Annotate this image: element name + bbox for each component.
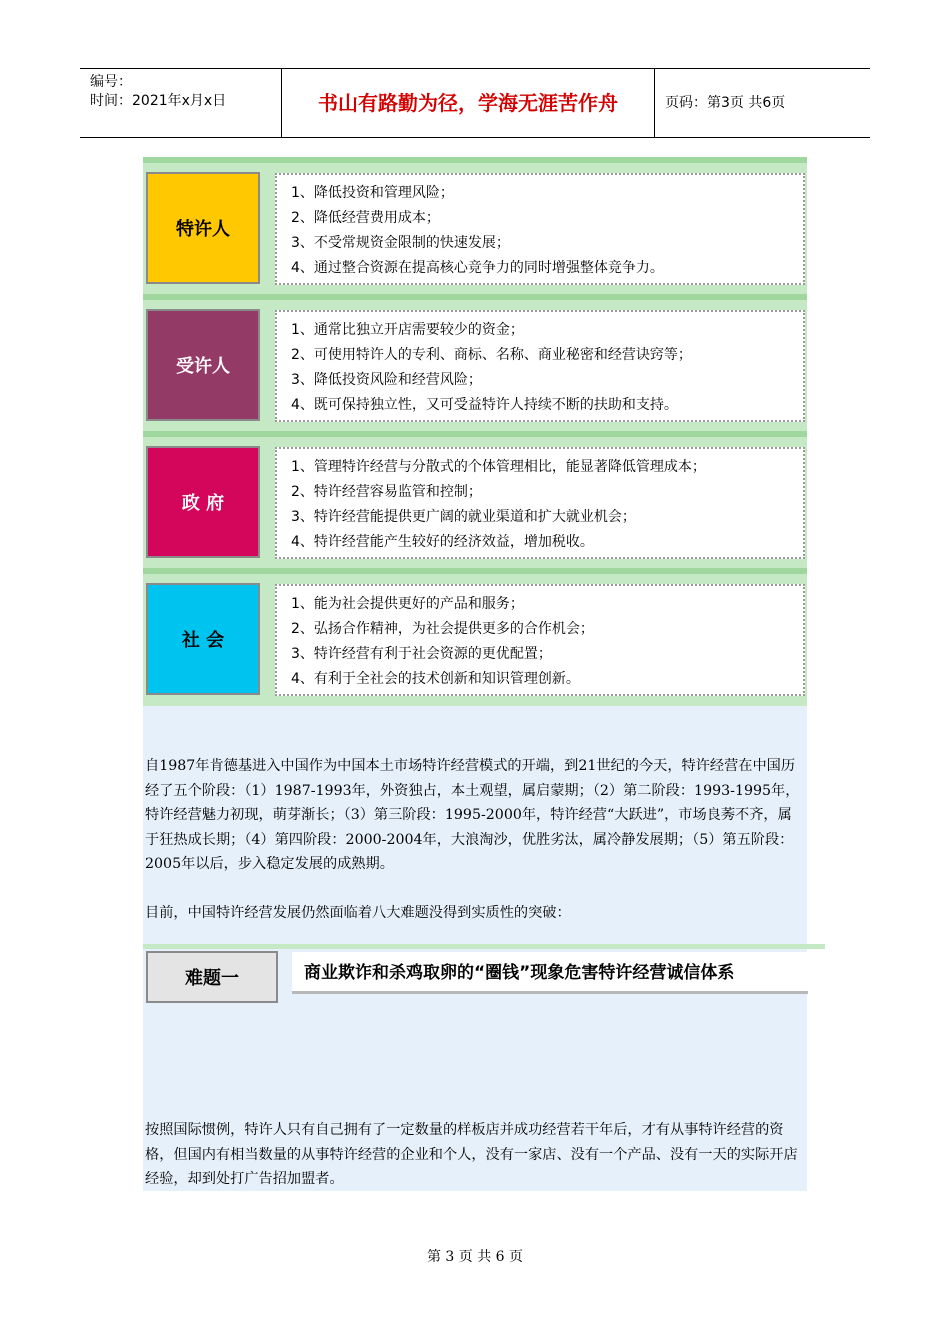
block-items bbox=[275, 173, 805, 285]
block-item: 3、特许经营有利于社会资源的更优配置； bbox=[291, 646, 552, 662]
block-item: 4、特许经营能产生较好的经济效益，增加税收。 bbox=[291, 534, 594, 550]
convention-paragraph: 按照国际惯例，特许人只有自己拥有了一定数量的样板店并成功经营若干年后，才有从事特许经营的资格，但国内有相当数量的从事特许经营的企业和个人，没有一家店、没有一个产品、没有一天的实际开店经验，却到处打广告招加盟者。 bbox=[145, 1122, 798, 1187]
history-paragraph: 自1987年肯德基进入中国作为中国本土市场特许经营模式的开端，到21世纪的今天，特许经营在中国历经了五个阶段：（1）1987-1993年，外资独占，本土观望，属启蒙期；（2）第二阶段：1993-1995年，特许经营魅力初现，萌芽渐长；（3）第三阶段：1995-2000年，特许经营“大跃进”，市场良莠不齐，属于狂热成长期；（4）第四阶段：2000-2004年，大浪淘沙，优胜劣汰，属冷静发展期；（5）第五阶段：2005年以后，步入稳定发展的成熟期。 bbox=[145, 758, 800, 872]
block-label: 社 会 bbox=[146, 583, 260, 695]
block-item: 2、降低经营费用成本； bbox=[291, 210, 440, 226]
header-meta-cell bbox=[80, 69, 282, 137]
difficulty-divider bbox=[143, 944, 825, 949]
block-item: 2、可使用特许人的专利、商标、名称、商业秘密和经营诀窍等； bbox=[291, 347, 692, 363]
block-items bbox=[275, 447, 805, 559]
block-item: 4、既可保持独立性，又可受益特许人持续不断的扶助和支持。 bbox=[291, 397, 678, 413]
block-item: 3、降低投资风险和经营风险； bbox=[291, 372, 482, 388]
date-label: 时间：2021年x月x日 bbox=[90, 93, 227, 109]
block-item: 1、通常比独立开店需要较少的资金； bbox=[291, 322, 524, 338]
header-page-info: 页码：第3页 共6页 bbox=[665, 95, 786, 111]
block-label: 受许人 bbox=[146, 309, 260, 421]
block-item: 2、特许经营容易监管和控制； bbox=[291, 484, 482, 500]
number-label: 编号： bbox=[90, 74, 132, 90]
page-header bbox=[80, 68, 870, 138]
block-item: 3、不受常规资金限制的快速发展； bbox=[291, 235, 510, 251]
block-item: 4、通过整合资源在提高核心竞争力的同时增强整体竞争力。 bbox=[291, 260, 664, 276]
benefit-block-government bbox=[143, 431, 807, 569]
benefit-block-franchisee bbox=[143, 294, 807, 432]
header-motto: 书山有路勤为径，学海无涯苦作舟 bbox=[282, 69, 655, 137]
block-item: 2、弘扬合作精神，为社会提供更多的合作机会； bbox=[291, 621, 594, 637]
block-label: 政 府 bbox=[146, 446, 260, 558]
block-item: 1、降低投资和管理风险； bbox=[291, 185, 454, 201]
block-items bbox=[275, 584, 805, 696]
block-item: 4、有利于全社会的技术创新和知识管理创新。 bbox=[291, 671, 580, 687]
page-footer: 第 3 页 共 6 页 bbox=[426, 1249, 524, 1265]
block-label: 特许人 bbox=[146, 172, 260, 284]
difficulty-title: 商业欺诈和杀鸡取卵的“圈钱”现象危害特许经营诚信体系 bbox=[292, 952, 808, 994]
block-items bbox=[275, 310, 805, 422]
block-item: 3、特许经营能提供更广阔的就业渠道和扩大就业机会； bbox=[291, 509, 636, 525]
difficulty-label: 难题一 bbox=[146, 951, 278, 1003]
block-item: 1、管理特许经营与分散式的个体管理相比，能显著降低管理成本； bbox=[291, 459, 706, 475]
block-item: 1、能为社会提供更好的产品和服务； bbox=[291, 596, 524, 612]
benefit-block-franchisor bbox=[143, 157, 807, 295]
benefit-block-society bbox=[143, 568, 807, 706]
intro-paragraph: 目前，中国特许经营发展仍然面临着八大难题没得到实质性的突破： bbox=[145, 905, 571, 921]
